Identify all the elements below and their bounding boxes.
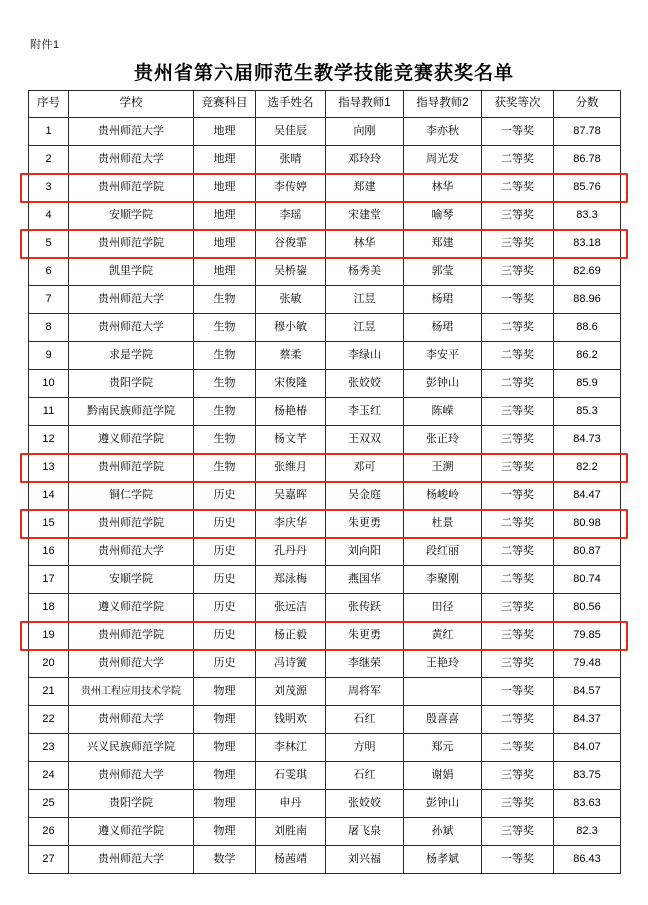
cell-name: 穆小敏: [256, 314, 326, 342]
cell-name: 蔡柔: [256, 342, 326, 370]
cell-no: 7: [29, 286, 69, 314]
cell-teacher1: 刘兴福: [326, 846, 404, 874]
cell-score: 83.18: [554, 230, 621, 258]
cell-teacher1: 屠飞泉: [326, 818, 404, 846]
cell-teacher2: 杨珺: [404, 286, 482, 314]
cell-name: 石雯琪: [256, 762, 326, 790]
cell-score: 88.6: [554, 314, 621, 342]
cell-score: 83.3: [554, 202, 621, 230]
cell-school: 贵州师范大学: [69, 538, 194, 566]
cell-teacher1: 李玉红: [326, 398, 404, 426]
cell-teacher1: 邓玲玲: [326, 146, 404, 174]
cell-teacher2: 彭钟山: [404, 370, 482, 398]
cell-school: 贵州师范大学: [69, 146, 194, 174]
cell-name: 杨艳椿: [256, 398, 326, 426]
table-row: [29, 790, 621, 818]
cell-score: 86.2: [554, 342, 621, 370]
cell-award: 三等奖: [482, 818, 554, 846]
cell-teacher2: 李安平: [404, 342, 482, 370]
cell-no: 26: [29, 818, 69, 846]
table-row: [29, 706, 621, 734]
cell-name: 吴桥鋆: [256, 258, 326, 286]
cell-subject: 物理: [194, 790, 256, 818]
cell-teacher2: 林华: [404, 174, 482, 202]
cell-no: 1: [29, 118, 69, 146]
table-row: [29, 342, 621, 370]
cell-no: 21: [29, 678, 69, 706]
cell-school: 贵州师范大学: [69, 286, 194, 314]
cell-no: 23: [29, 734, 69, 762]
table-row: [29, 650, 621, 678]
cell-no: 24: [29, 762, 69, 790]
cell-subject: 历史: [194, 482, 256, 510]
cell-score: 82.2: [554, 454, 621, 482]
cell-subject: 历史: [194, 650, 256, 678]
cell-no: 20: [29, 650, 69, 678]
cell-school: 贵州师范大学: [69, 706, 194, 734]
table-row: [29, 370, 621, 398]
cell-teacher1: 邓可: [326, 454, 404, 482]
cell-name: 杨正毅: [256, 622, 326, 650]
cell-no: 16: [29, 538, 69, 566]
cell-teacher2: 王艳玲: [404, 650, 482, 678]
cell-teacher1: 燕国华: [326, 566, 404, 594]
cell-teacher1: 朱更勇: [326, 622, 404, 650]
cell-teacher1: 李绿山: [326, 342, 404, 370]
cell-subject: 物理: [194, 762, 256, 790]
cell-score: 84.07: [554, 734, 621, 762]
cell-school: 贵州工程应用技术学院: [69, 678, 194, 706]
table-row: [29, 426, 621, 454]
cell-teacher2: 杜景: [404, 510, 482, 538]
attachment-label: 附件1: [30, 39, 60, 51]
cell-subject: 地理: [194, 174, 256, 202]
cell-teacher2: 殷喜喜: [404, 706, 482, 734]
cell-no: 2: [29, 146, 69, 174]
cell-school: 贵州师范大学: [69, 846, 194, 874]
cell-award: 二等奖: [482, 566, 554, 594]
table-row: [29, 678, 621, 706]
table-row: [29, 202, 621, 230]
cell-no: 18: [29, 594, 69, 622]
cell-award: 三等奖: [482, 454, 554, 482]
cell-teacher1: 李继荣: [326, 650, 404, 678]
cell-score: 79.48: [554, 650, 621, 678]
cell-teacher1: 吴金庭: [326, 482, 404, 510]
cell-no: 15: [29, 510, 69, 538]
cell-score: 80.98: [554, 510, 621, 538]
cell-award: 二等奖: [482, 734, 554, 762]
cell-subject: 生物: [194, 342, 256, 370]
cell-teacher1: 石红: [326, 706, 404, 734]
cell-school: 贵州师范学院: [69, 622, 194, 650]
cell-no: 3: [29, 174, 69, 202]
cell-school: 贵州师范大学: [69, 118, 194, 146]
cell-teacher2: 段红丽: [404, 538, 482, 566]
cell-teacher1: 方明: [326, 734, 404, 762]
cell-award: 三等奖: [482, 594, 554, 622]
cell-name: 张敏: [256, 286, 326, 314]
table-row: [29, 258, 621, 286]
cell-name: 杨茜靖: [256, 846, 326, 874]
table-row: [29, 482, 621, 510]
cell-score: 86.43: [554, 846, 621, 874]
cell-school: 铜仁学院: [69, 482, 194, 510]
cell-school: 贵州师范大学: [69, 650, 194, 678]
cell-no: 4: [29, 202, 69, 230]
cell-subject: 生物: [194, 286, 256, 314]
cell-school: 贵州师范学院: [69, 454, 194, 482]
cell-school: 安顺学院: [69, 566, 194, 594]
page-title: 贵州省第六届师范生教学技能竞赛获奖名单: [133, 63, 514, 84]
cell-no: 19: [29, 622, 69, 650]
cell-school: 贵州师范大学: [69, 314, 194, 342]
cell-subject: 生物: [194, 370, 256, 398]
cell-teacher1: 张传跃: [326, 594, 404, 622]
cell-teacher2: 喻琴: [404, 202, 482, 230]
cell-name: 孔丹丹: [256, 538, 326, 566]
cell-school: 贵州师范大学: [69, 762, 194, 790]
cell-name: 刘茂源: [256, 678, 326, 706]
table-row: [29, 734, 621, 762]
cell-no: 22: [29, 706, 69, 734]
table-row: [29, 398, 621, 426]
cell-award: 二等奖: [482, 146, 554, 174]
cell-name: 钱明欢: [256, 706, 326, 734]
cell-no: 14: [29, 482, 69, 510]
cell-subject: 物理: [194, 706, 256, 734]
table-row: [29, 594, 621, 622]
cell-subject: 地理: [194, 118, 256, 146]
cell-teacher1: 林华: [326, 230, 404, 258]
cell-no: 5: [29, 230, 69, 258]
cell-teacher2: 李亦秋: [404, 118, 482, 146]
cell-no: 12: [29, 426, 69, 454]
cell-subject: 数学: [194, 846, 256, 874]
cell-teacher2: 郑建: [404, 230, 482, 258]
cell-score: 84.57: [554, 678, 621, 706]
cell-score: 85.76: [554, 174, 621, 202]
cell-teacher2: 郭莹: [404, 258, 482, 286]
cell-teacher2: 黄红: [404, 622, 482, 650]
cell-award: 一等奖: [482, 678, 554, 706]
cell-name: 刘胜南: [256, 818, 326, 846]
cell-award: 二等奖: [482, 538, 554, 566]
cell-award: 三等奖: [482, 622, 554, 650]
cell-subject: 生物: [194, 314, 256, 342]
cell-teacher1: 王双双: [326, 426, 404, 454]
cell-subject: 生物: [194, 426, 256, 454]
cell-teacher1: 刘向阳: [326, 538, 404, 566]
cell-name: 吴嘉晖: [256, 482, 326, 510]
cell-score: 85.9: [554, 370, 621, 398]
cell-score: 84.37: [554, 706, 621, 734]
cell-school: 贵阳学院: [69, 790, 194, 818]
table-row: [29, 762, 621, 790]
cell-award: 三等奖: [482, 426, 554, 454]
cell-name: 张远洁: [256, 594, 326, 622]
cell-no: 27: [29, 846, 69, 874]
cell-no: 10: [29, 370, 69, 398]
cell-teacher1: 宋建堂: [326, 202, 404, 230]
cell-score: 80.74: [554, 566, 621, 594]
table-body: [29, 118, 621, 874]
cell-subject: 地理: [194, 230, 256, 258]
cell-school: 兴义民族师范学院: [69, 734, 194, 762]
cell-score: 83.63: [554, 790, 621, 818]
cell-school: 遵义师范学院: [69, 818, 194, 846]
table-row: [29, 538, 621, 566]
table-row: [29, 510, 621, 538]
cell-name: 李庆华: [256, 510, 326, 538]
cell-no: 11: [29, 398, 69, 426]
column-header-no: 序号: [29, 91, 69, 118]
cell-subject: 生物: [194, 454, 256, 482]
award-table: [28, 90, 621, 874]
table-header-row: [29, 91, 621, 118]
cell-award: 一等奖: [482, 286, 554, 314]
cell-teacher2: 李聚刚: [404, 566, 482, 594]
cell-name: 申丹: [256, 790, 326, 818]
table-row: [29, 286, 621, 314]
cell-name: 张维月: [256, 454, 326, 482]
cell-subject: 历史: [194, 594, 256, 622]
cell-no: 25: [29, 790, 69, 818]
cell-award: 三等奖: [482, 398, 554, 426]
cell-name: 冯诗黉: [256, 650, 326, 678]
column-header-teacher2: 指导教师2: [404, 91, 482, 118]
cell-no: 13: [29, 454, 69, 482]
cell-award: 三等奖: [482, 202, 554, 230]
cell-subject: 物理: [194, 734, 256, 762]
cell-school: 贵州师范学院: [69, 510, 194, 538]
cell-name: 杨文芊: [256, 426, 326, 454]
table-row: [29, 314, 621, 342]
cell-score: 82.3: [554, 818, 621, 846]
award-table-container: [28, 90, 620, 874]
table-row: [29, 146, 621, 174]
cell-name: 谷俊霏: [256, 230, 326, 258]
cell-award: 二等奖: [482, 370, 554, 398]
cell-subject: 物理: [194, 818, 256, 846]
cell-score: 85.3: [554, 398, 621, 426]
column-header-school: 学校: [69, 91, 194, 118]
cell-school: 黔南民族师范学院: [69, 398, 194, 426]
cell-subject: 地理: [194, 202, 256, 230]
cell-name: 吴佳辰: [256, 118, 326, 146]
cell-school: 凯里学院: [69, 258, 194, 286]
cell-teacher2: 杨峻岭: [404, 482, 482, 510]
cell-award: 三等奖: [482, 790, 554, 818]
cell-score: 87.78: [554, 118, 621, 146]
cell-teacher1: 石红: [326, 762, 404, 790]
table-row: [29, 454, 621, 482]
cell-subject: 物理: [194, 678, 256, 706]
column-header-score: 分数: [554, 91, 621, 118]
cell-score: 88.96: [554, 286, 621, 314]
column-header-name: 选手姓名: [256, 91, 326, 118]
table-row: [29, 818, 621, 846]
cell-score: 83.75: [554, 762, 621, 790]
cell-name: 郑泳梅: [256, 566, 326, 594]
cell-teacher2: 孙斌: [404, 818, 482, 846]
cell-no: 6: [29, 258, 69, 286]
cell-subject: 历史: [194, 622, 256, 650]
cell-score: 80.87: [554, 538, 621, 566]
cell-award: 三等奖: [482, 258, 554, 286]
cell-award: 二等奖: [482, 510, 554, 538]
cell-teacher1: 向刚: [326, 118, 404, 146]
cell-award: 二等奖: [482, 342, 554, 370]
cell-teacher1: 江昱: [326, 286, 404, 314]
cell-award: 一等奖: [482, 482, 554, 510]
cell-award: 三等奖: [482, 650, 554, 678]
cell-no: 8: [29, 314, 69, 342]
column-header-teacher1: 指导教师1: [326, 91, 404, 118]
cell-teacher1: 江昱: [326, 314, 404, 342]
cell-teacher2: 陈嵘: [404, 398, 482, 426]
cell-teacher2: 彭钟山: [404, 790, 482, 818]
cell-name: 张晴: [256, 146, 326, 174]
cell-teacher2: 郑元: [404, 734, 482, 762]
cell-teacher2: 谢娟: [404, 762, 482, 790]
cell-teacher1: 朱更勇: [326, 510, 404, 538]
cell-name: 李传婷: [256, 174, 326, 202]
cell-subject: 历史: [194, 538, 256, 566]
cell-score: 84.47: [554, 482, 621, 510]
cell-teacher2: 杨珺: [404, 314, 482, 342]
cell-subject: 地理: [194, 258, 256, 286]
cell-name: 李林江: [256, 734, 326, 762]
table-row: [29, 622, 621, 650]
cell-no: 9: [29, 342, 69, 370]
cell-teacher2: 田径: [404, 594, 482, 622]
cell-name: 宋俊隆: [256, 370, 326, 398]
cell-teacher1: 张姣姣: [326, 790, 404, 818]
cell-school: 遵义师范学院: [69, 426, 194, 454]
cell-teacher2: 周光发: [404, 146, 482, 174]
cell-award: 二等奖: [482, 174, 554, 202]
cell-score: 84.73: [554, 426, 621, 454]
cell-subject: 地理: [194, 146, 256, 174]
cell-score: 80.56: [554, 594, 621, 622]
cell-score: 82.69: [554, 258, 621, 286]
cell-teacher2: 王溯: [404, 454, 482, 482]
cell-school: 安顺学院: [69, 202, 194, 230]
column-header-award: 获奖等次: [482, 91, 554, 118]
cell-score: 86.78: [554, 146, 621, 174]
cell-school: 贵州师范学院: [69, 174, 194, 202]
cell-name: 李瑶: [256, 202, 326, 230]
cell-subject: 生物: [194, 398, 256, 426]
cell-score: 79.85: [554, 622, 621, 650]
cell-teacher1: 杨秀美: [326, 258, 404, 286]
cell-school: 求是学院: [69, 342, 194, 370]
cell-school: 贵州师范学院: [69, 230, 194, 258]
cell-teacher2: [404, 678, 482, 706]
cell-award: 一等奖: [482, 846, 554, 874]
cell-school: 遵义师范学院: [69, 594, 194, 622]
cell-subject: 历史: [194, 510, 256, 538]
cell-award: 一等奖: [482, 118, 554, 146]
cell-award: 二等奖: [482, 314, 554, 342]
table-row: [29, 566, 621, 594]
cell-teacher2: 张正玲: [404, 426, 482, 454]
cell-teacher1: 周将军: [326, 678, 404, 706]
table-row: [29, 118, 621, 146]
cell-award: 三等奖: [482, 762, 554, 790]
cell-no: 17: [29, 566, 69, 594]
cell-subject: 历史: [194, 566, 256, 594]
cell-teacher2: 杨孝斌: [404, 846, 482, 874]
cell-award: 二等奖: [482, 706, 554, 734]
cell-award: 三等奖: [482, 230, 554, 258]
cell-teacher1: 郑建: [326, 174, 404, 202]
column-header-subject: 竞赛科目: [194, 91, 256, 118]
cell-teacher1: 张姣姣: [326, 370, 404, 398]
cell-school: 贵阳学院: [69, 370, 194, 398]
table-row: [29, 230, 621, 258]
table-row: [29, 846, 621, 874]
table-row: [29, 174, 621, 202]
